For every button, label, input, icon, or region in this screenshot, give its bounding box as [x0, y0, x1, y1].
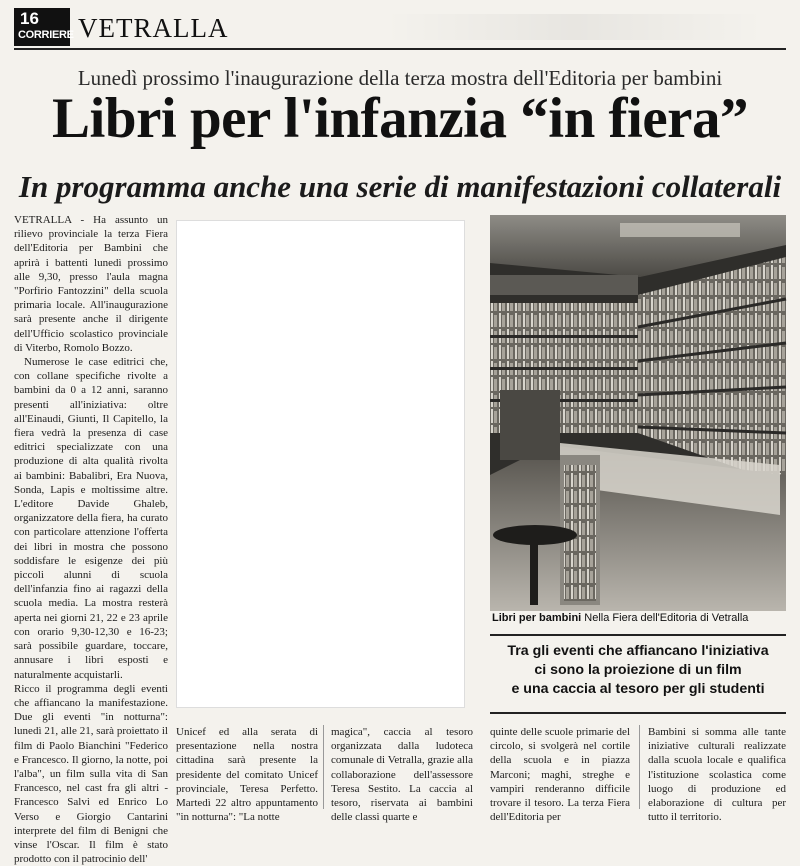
callout-bottom-rule: [490, 712, 786, 714]
page-number-box: [14, 8, 74, 46]
paragraph: Ricco il programma degli eventi che affiancano la manifestazione. Due gli eventi "in notturna": lunedì 21, alle 21, sarà proiettato il film di Paolo Bianchini "Federico e Francesco. Il giorno, la notte, poi l'alba", un film sulla vita di San Francesco, nel cast fra gli altri - Francesco Salvi ed Enrico Lo Verso e Giorgio Cantarini interprete del film di Benigni che vinse l'Oscar. Il film è stato prodotto con il patrocinio dell': [14, 682, 168, 866]
photo-caption: [492, 612, 748, 624]
column-divider: [639, 725, 640, 809]
pull-quote-line: ci sono la proiezione di un film: [534, 662, 742, 678]
blank-advert-space: [176, 220, 465, 708]
page-header: [14, 8, 786, 48]
article-headline: Libri per l'infanzia “in fiera”: [52, 87, 748, 150]
caption-bold: Libri per bambini: [492, 612, 582, 624]
paragraph: VETRALLA - Ha assunto un rilievo provinciale la terza Fiera dell'Editoria per Bambini che aprirà i battenti lunedì prossimo alle 9,30, presso l'aula magna "Porfirio Fantozzini" della scuola primaria locale. All'inaugurazione sarà presente anche il dirigente dell'Ufficio scolastico provinciale di Viterbo, Romolo Bozzo.: [14, 214, 168, 354]
newspaper-brand: CORRIERE: [18, 29, 74, 41]
article-column-1: [14, 213, 168, 866]
article-column-3: [331, 725, 473, 824]
article-column-2: [176, 725, 318, 824]
bookstore-illustration: [490, 215, 786, 611]
article-column-4: [490, 725, 630, 824]
paragraph: Numerose le case editrici che, con collane specifiche rivolte a bambini da 0 a 12 anni, saranno presenti all'iniziativa: oltre all'Einaudi, Giunti, Il Capitello, la fiera vedrà la presenza di case editrici specializzate con una produzione di alta qualità rivolta ai bambini: Babalibri, Era Nuova, Sonda, Lapis e moltissime altre. L'editore Davide Ghaleb, organizzatore della fiera, ha curato con particolare attenzione l'offerta dei libri in mostra che possono soddisfare le esigenze dei più piccoli alunni di scuola dell'infanzia fino ai ragazzi della scuola media. La mostra resterà aperta nei giorni 21, 22 e 23 aprile con orario 9,30-12,30 e 16-23; sarà possibile guardare, toccare, annusare i libri esposti e naturalmente acquistarli.: [14, 356, 168, 681]
header-rule: [14, 48, 786, 50]
callout-top-rule: [490, 634, 786, 636]
show-through-ghost: [384, 14, 764, 40]
paragraph: magica", caccia al tesoro organizzata dalla ludoteca comunale di Vetralla, grazie alla collaborazione dell'assessore Teresa Sestito. La caccia al tesoro, riservata ai bambini delle classi quarte e: [331, 726, 473, 824]
article-subtitle: In programma anche una serie di manifestazioni collaterali: [18, 169, 782, 204]
article-kicker: Lunedì prossimo l'inaugurazione della terza mostra dell'Editoria per bambini: [77, 66, 723, 90]
pull-quote-line: Tra gli eventi che affiancano l'iniziativa: [507, 643, 769, 659]
paragraph: Bambini si somma alle tante iniziative culturali realizzate dalla scuola locale e qualifica l'istituzione scolastica come luogo di produzione ed elaborazione di cultura per tutto il territorio.: [648, 726, 786, 824]
bookstore-photo: [490, 215, 786, 611]
paragraph: Unicef ed alla serata di presentazione nella nostra cittadina sarà presente la presidente del comitato Unicef provinciale, Teresa Perfetto. Martedì 22 altro appuntamento "in notturna": "La notte: [176, 726, 318, 824]
pull-quote-line: e una caccia al tesoro per gli studenti: [511, 681, 765, 697]
pull-quote: [490, 642, 786, 699]
section-title: VETRALLA: [78, 13, 229, 43]
paragraph: quinte delle scuole primarie del circolo, si svolgerà nel cortile della scuola e in piazza Marconi; maghi, streghe e vampiri renderanno difficile trovare il tesoro. La terza Fiera dell'Editoria per: [490, 726, 630, 824]
column-divider: [323, 725, 324, 809]
page-number: 16: [20, 9, 39, 28]
caption-text: Nella Fiera dell'Editoria di Vetralla: [581, 612, 749, 624]
article-column-5: [648, 725, 786, 824]
